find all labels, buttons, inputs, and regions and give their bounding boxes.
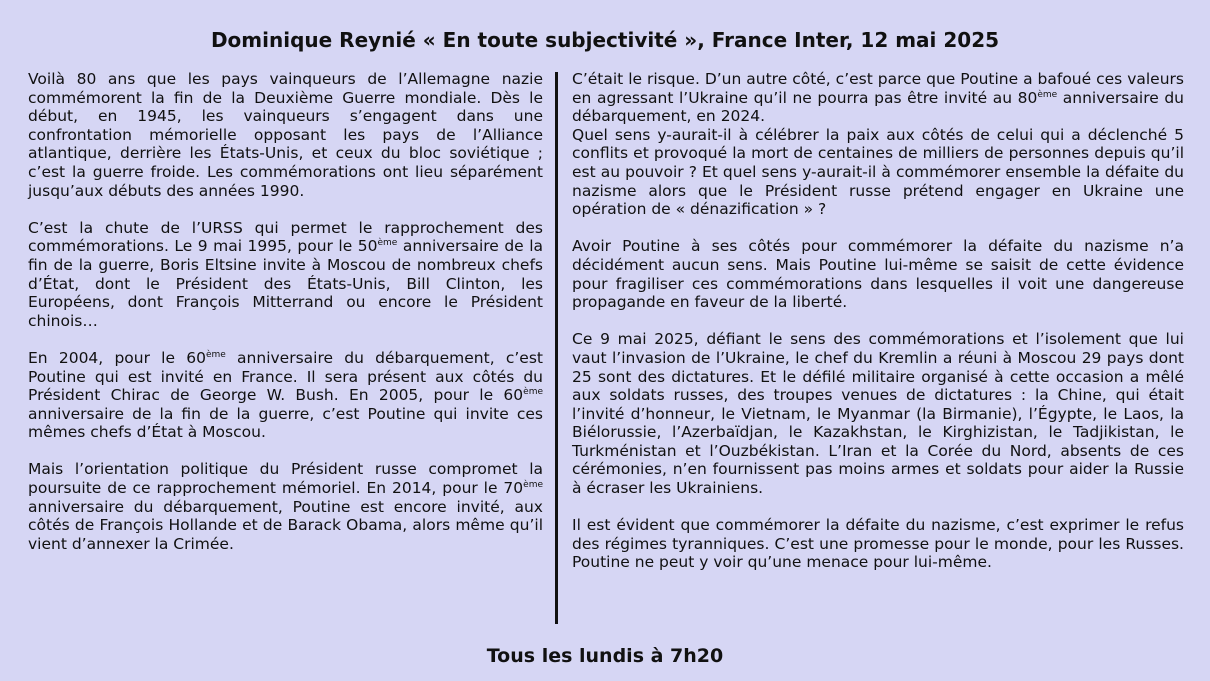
right-column — [572, 70, 1184, 591]
page-title: Dominique Reynié « En toute subjectivité », France Inter, 12 mai 2025 — [210, 28, 1000, 52]
paragraph: Il est évident que commémorer la défaite du nazisme, c’est exprimer le refus des régimes tyranniques. C’est une promesse pour le monde, pour les Russes. Poutine ne peut y voir qu’une menace pour lui-même. — [572, 516, 1184, 572]
paragraph: Mais l’orientation politique du Président russe compromet la poursuite de ce rapprochement mémoriel. En 2014, pour le 70ème anniversaire du débarquement, Poutine est encore invité, aux côtés de François Hollande et de Barack Obama, alors même qu’il vient d’annexer la Crimée. — [28, 460, 543, 553]
paragraph: En 2004, pour le 60ème anniversaire du débarquement, c’est Poutine qui est invité en France. Il sera présent aux côtés du Président Chirac de George W. Bush. En 2005, pour le 60ème anniversaire de la fin de la guerre, c’est Poutine qui invite ces mêmes chefs d’État à Moscou. — [28, 348, 543, 442]
paragraph: Voilà 80 ans que les pays vainqueurs de l’Allemagne nazie commémorent la fin de la Deuxième Guerre mondiale. Dès le début, en 1945, les vainqueurs s’engagent dans une confrontation mémorielle opposant les pays de l’Alliance atlantique, derrière les États-Unis, et ceux du bloc soviétique ; c’est la guerre froide. Les commémorations ont lieu séparément jusqu’aux débuts des années 1990. — [28, 70, 543, 200]
column-divider — [555, 72, 558, 624]
paragraph: C’était le risque. D’un autre côté, c’est parce que Poutine a bafoué ces valeurs en agressant l’Ukraine qu’il ne pourra pas être invité au 80ème anniversaire du débarquement, en 2024. Quel sens y-aurait-il à célébrer la paix aux côtés de celui qui a déclenché 5 conflits et provoqué la mort de centaines de milliers de personnes depuis qu’il est au pouvoir ? Et quel sens y-aurait-il à commémorer ensemble la défaite du nazisme alors que le Président russe prétend engager en Ukraine une opération de « dénazification » ? — [572, 70, 1185, 219]
paragraph: Avoir Poutine à ses côtés pour commémorer la défaite du nazisme n’a décidément aucun sens. Mais Poutine lui-même se saisit de cette évidence pour fragiliser ces commémorations dans lesquelles il voit une dangereuse propagande en faveur de la liberté. — [572, 237, 1184, 312]
left-column — [28, 70, 543, 572]
paragraph: C’est la chute de l’URSS qui permet le rapprochement des commémorations. Le 9 mai 1995, pour le 50ème anniversaire de la fin de la guerre, Boris Eltsine invite à Moscou de nombreux chefs d’État, dont le Président des États-Unis, Bill Clinton, les Européens, dont François Mitterrand ou encore le Président chinois… — [28, 218, 543, 330]
paragraph: Ce 9 mai 2025, défiant le sens des commémorations et l’isolement que lui vaut l’invasion de l’Ukraine, le chef du Kremlin a réuni à Moscou 29 pays dont 25 sont des dictatures. Et le défilé militaire organisé à cette occasion a mêlé aux soldats russes, des troupes venues de dictatures : la Chine, qui était l’invité d’honneur, le Vietnam, le Myanmar (la Birmanie), l’Égypte, le Laos, la Biélorussie, l’Azerbaïdjan, le Kazakhstan, le Kirghizistan, le Tadjikistan, le Turkménistan et l’Ouzbékistan. L’Iran et la Corée du Nord, absents de ces cérémonies, n’en fournissent pas moins armes et soldats pour aider la Russie à écraser les Ukrainiens. — [572, 330, 1184, 498]
footer-schedule: Tous les lundis à 7h20 — [486, 645, 724, 667]
